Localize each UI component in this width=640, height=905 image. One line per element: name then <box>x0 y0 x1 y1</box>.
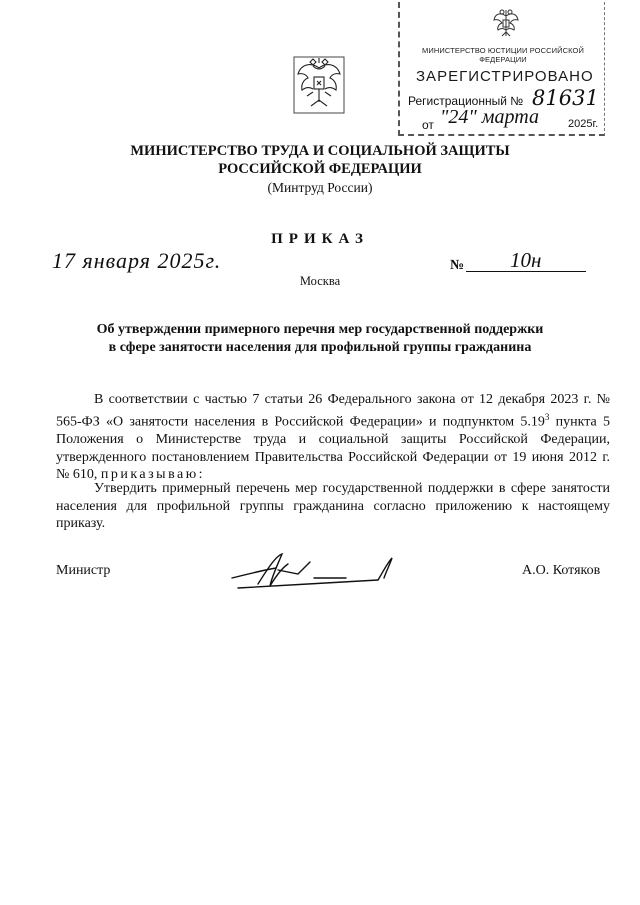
paragraph-resolution: Утвердить примерный перечень мер государственной поддержки в сфере занятости населения для профильной группы гражданина согласно приложению к настоящему приказу. <box>56 481 610 532</box>
stamp-registered: ЗАРЕГИСТРИРОВАНО <box>416 68 594 85</box>
signer-title: Министр <box>56 563 111 578</box>
ministry-name-line2: РОССИЙСКОЙ ФЕДЕРАЦИИ <box>218 161 422 177</box>
paragraph-basis-text2: пункта 5 Положения о Министерстве труда и социальной защиты Российской Федерации, утвержденного постановлением Правительства Российской Федерации от 19 июня 2012 г. № 610, <box>56 414 610 483</box>
stamp-regno-label: Регистрационный № <box>408 94 524 108</box>
order-keyword: приказываю: <box>100 467 206 483</box>
ministry-name: МИНИСТЕРСТВО ТРУДА И СОЦИАЛЬНОЙ ЗАЩИТЫ <box>130 143 510 159</box>
registration-stamp <box>398 2 605 136</box>
order-number: 10н <box>510 248 542 272</box>
number-sign: № <box>450 258 465 273</box>
city: Москва <box>299 274 341 288</box>
stamp-regno: 81631 <box>532 86 599 110</box>
order-date: 17 января 2025г. <box>52 248 222 273</box>
order-title-line2: в сфере занятости населения для профильной группы гражданина <box>108 340 532 355</box>
document-type: ПРИКАЗ <box>271 231 369 247</box>
signer-name: А.О. Котяков <box>522 563 601 578</box>
stamp-from-label: от <box>422 118 434 132</box>
paragraph-basis <box>56 391 610 484</box>
stamp-year: 2025г. <box>568 118 599 130</box>
stamp-date: "24" марта <box>440 106 539 128</box>
stamp-ministry: МИНИСТЕРСТВО ЮСТИЦИИ РОССИЙСКОЙ ФЕДЕРАЦИИ <box>422 46 584 64</box>
small-coat-of-arms-icon <box>492 6 520 40</box>
ministry-short-name: (Минтруд России) <box>267 180 373 195</box>
order-title: Об утверждении примерного перечня мер государственной поддержки <box>96 322 544 337</box>
paragraph-basis-text: В соответствии с частью 7 статьи 26 Федерального закона от 12 декабря 2023 г. № 565-ФЗ «О занятости населения в Российской Федерации» и подпунктом 5.19 <box>56 392 610 430</box>
coat-of-arms-icon <box>293 56 345 114</box>
handwritten-signature <box>228 548 398 593</box>
superscript: 3 <box>544 411 550 422</box>
